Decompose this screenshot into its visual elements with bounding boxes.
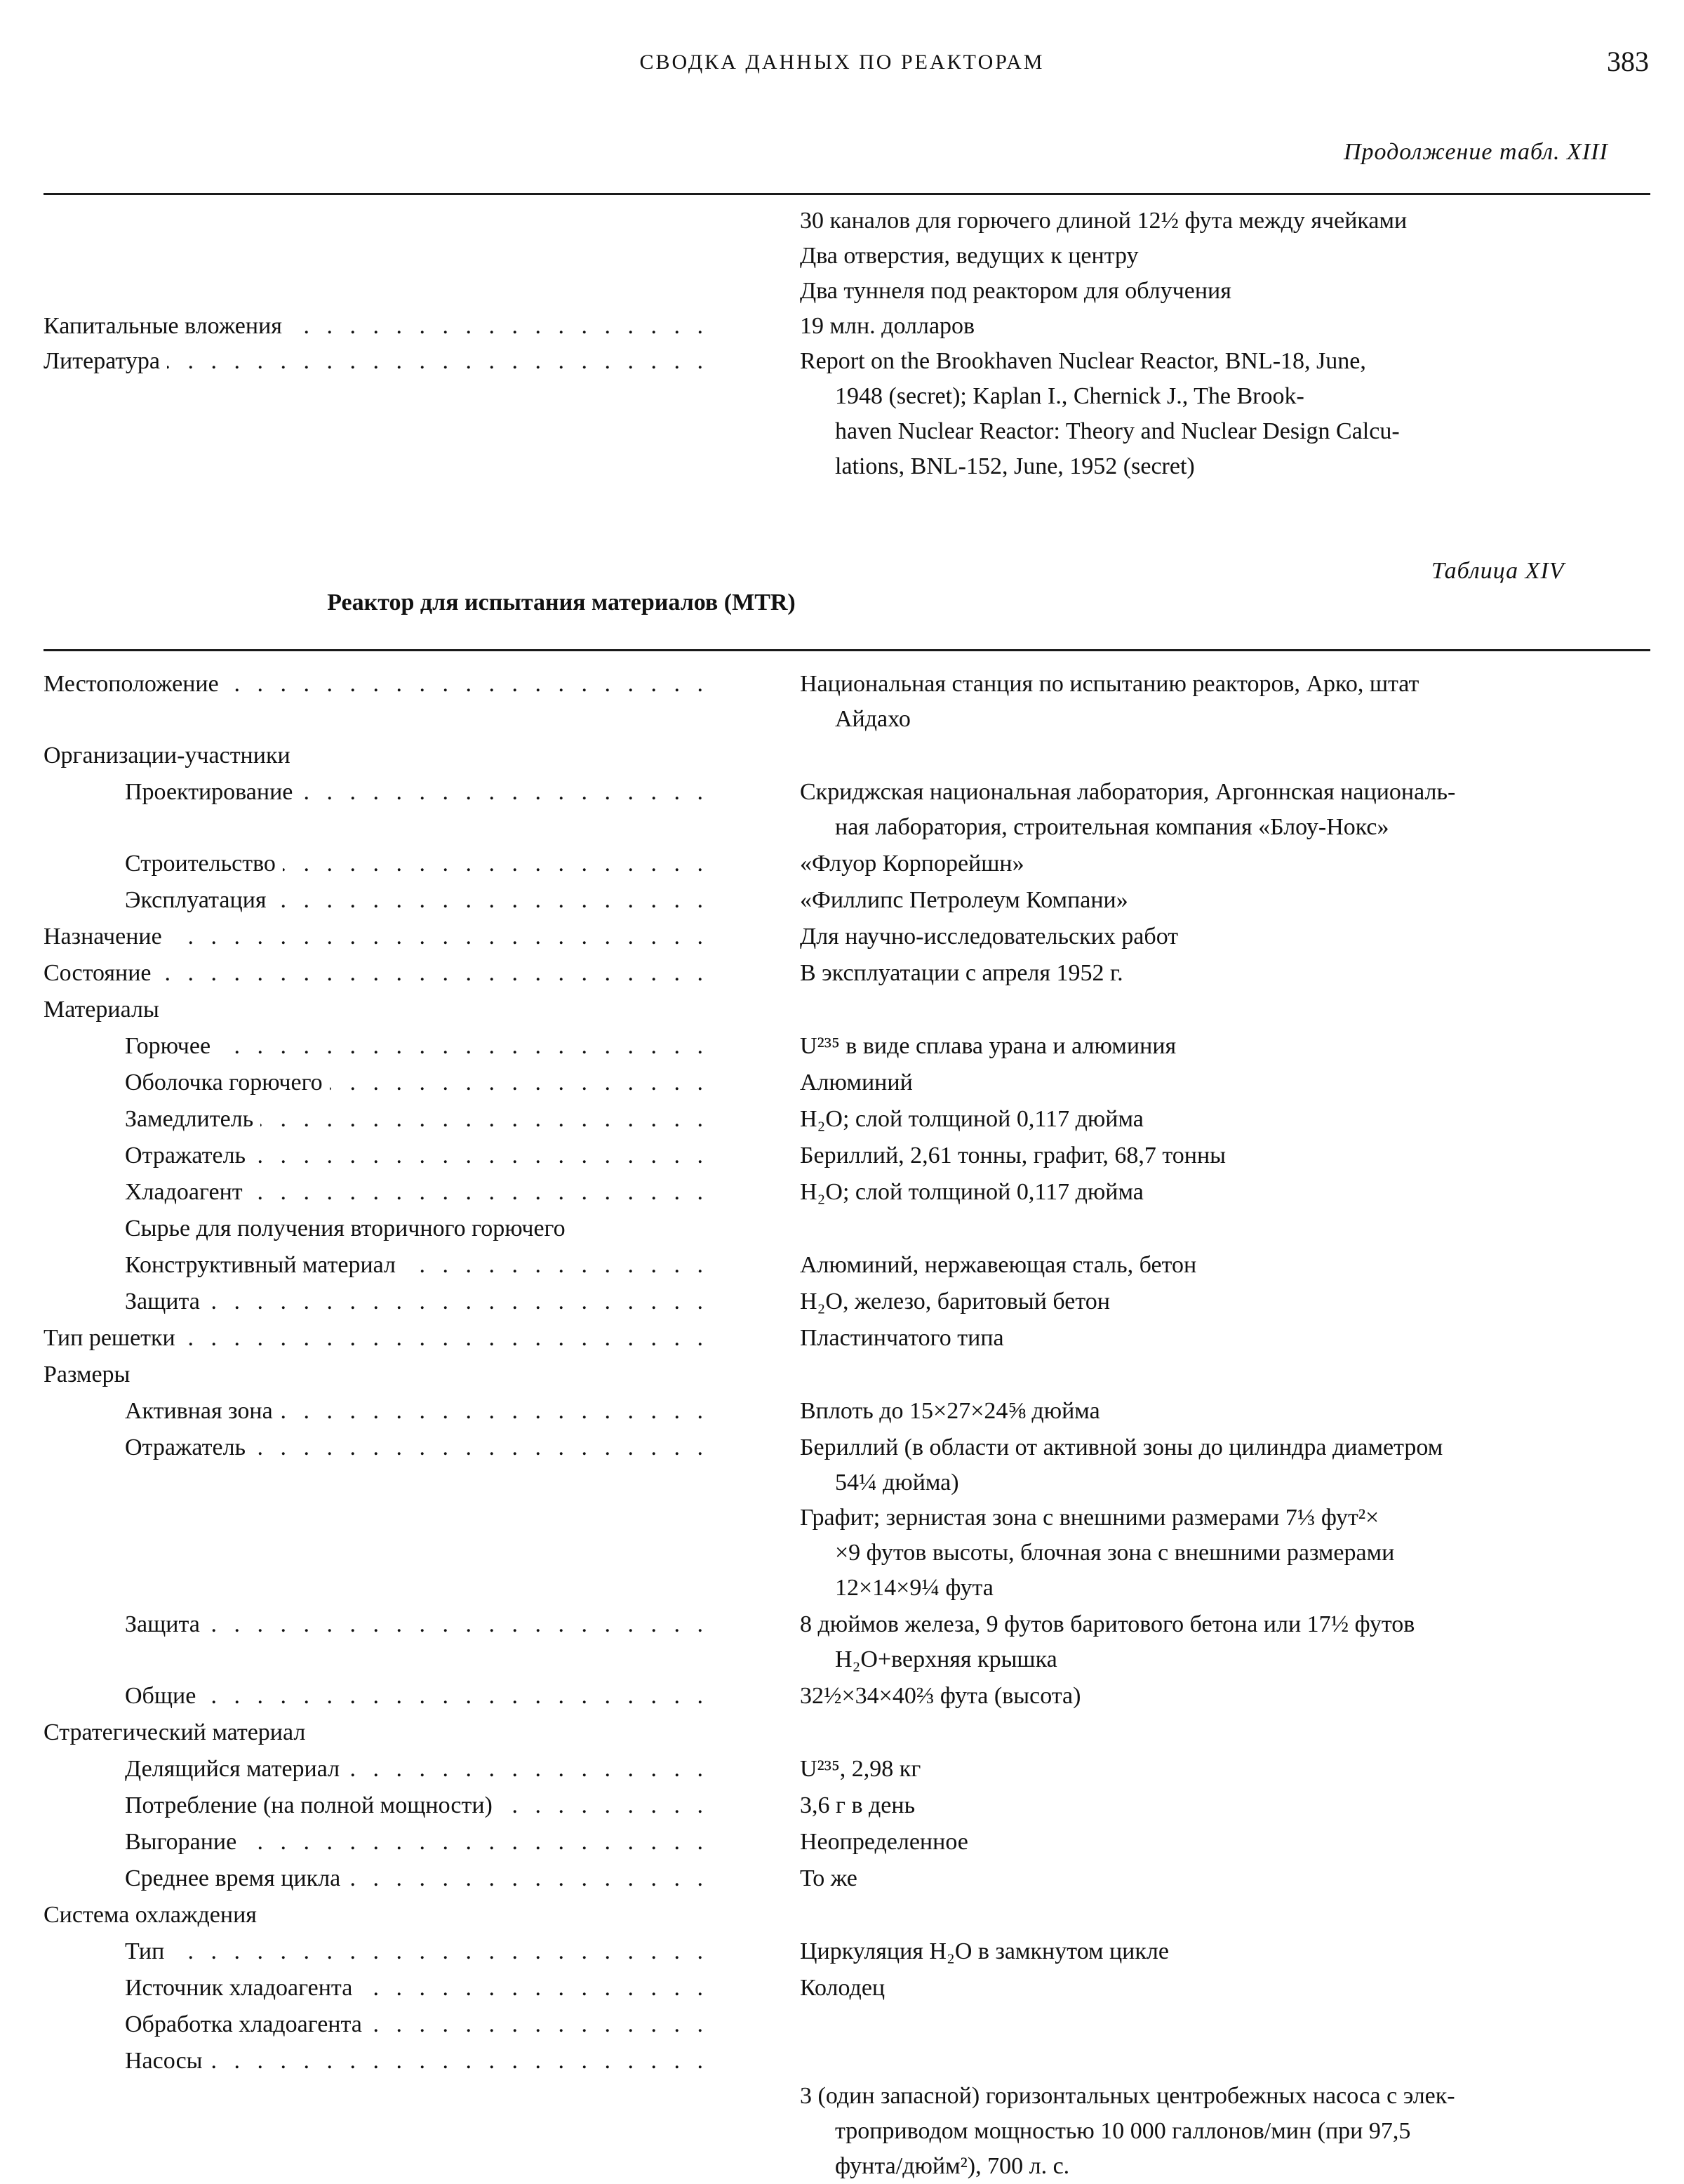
row-label: Среднее время цикла . . . [125,1861,709,1896]
row-label: Эксплуатация . . . [125,883,709,918]
row-value: 3,6 г в день [800,1792,916,1818]
row-value: В эксплуатации с апреля 1952 г. [800,960,1123,986]
row-label: Насосы . . . [125,2044,709,2079]
row-value: Бериллий, 2,61 тонны, графит, 68,7 тонны [800,1143,1226,1168]
row-label: Защита . . . [125,1284,709,1319]
row-value: То же [800,1865,857,1891]
row-value: Алюминий, нержавеющая сталь, бетон [800,1252,1197,1278]
row-label: Состояние . . . [44,956,709,991]
row-value: Национальная станция по испытанию реакторов, Арко, штат Айдахо [800,671,1419,732]
row-label: Отражатель . . . [125,1138,709,1173]
row-value: Алюминий [800,1070,913,1096]
row-label: Размеры [44,1357,709,1392]
row-value: 30 каналов для горючего длиной 12½ фута между ячейками [800,208,1408,234]
row-value: Неопределенное [800,1829,968,1855]
row-label: Общие . . . [125,1679,709,1714]
row-label: Делящийся материал . . . [125,1752,709,1787]
row-value: Вплоть до 15×27×24⅝ дюйма [800,1398,1100,1424]
row-label: Материалы [44,992,709,1027]
page-number: 383 [1607,46,1649,77]
table-top-rule [44,193,1650,195]
running-head: СВОДКА ДАННЫХ ПО РЕАКТОРАМ [639,51,1045,74]
row-value: H₂O; слой толщиной 0,117 дюйма [800,1106,1144,1132]
row-label: Активная зона . . . [125,1394,709,1429]
row-label: Строительство . . . [125,846,709,881]
row-label: Стратегический материал [44,1715,709,1750]
row-label: Проектирование . . . [125,775,709,810]
row-value: Два туннеля под реактором для облучения [800,278,1231,304]
row-label: Организации-участники [44,738,709,773]
row-value: H₂O; слой толщиной 0,117 дюйма [800,1179,1144,1205]
row-value: Для научно-исследовательских работ [800,924,1179,950]
row-label: Конструктивный материал . . . [125,1248,709,1283]
row-value: 32½×34×40⅔ фута (высота) [800,1683,1081,1709]
row-label: Обработка хладоагента . . . [125,2007,709,2042]
row-label: Назначение . . . [44,919,709,954]
row-value: Циркуляция H₂O в замкнутом цикле [800,1938,1169,1964]
row-label: Тип . . . [125,1934,709,1969]
row-label: Защита . . . [125,1607,709,1642]
table-top-rule [44,649,1650,651]
row-label: Сырье для получения вторичного горючего [125,1211,709,1246]
row-value: 3 (один запасной) горизонтальных центробежных насоса с элек- троприводом мощностью 10 000 галлонов/мин (при 97,5 фунта/дюйм²), 700 л. с. [800,2083,1455,2179]
row-label: Замедлитель . . . [125,1102,709,1137]
row-label: Потребление (на полной мощности) . . . [125,1788,709,1823]
row-label: Местоположение . . . [44,667,709,702]
row-label: Источник хладоагента . . . [125,1971,709,2006]
row-value: «Филлипс Петролеум Компани» [800,887,1128,913]
row-label: Отражатель . . . [125,1430,709,1465]
row-value: Пластинчатого типа [800,1325,1004,1351]
row-value: Колодец [800,1975,886,2001]
table-title: Реактор для испытания материалов (MTR) [327,590,796,615]
row-value: Скриджская национальная лаборатория, Аргоннская националь- ная лаборатория, строительная компания «Блоу-Нокс» [800,779,1456,840]
row-value: Два отверстия, ведущих к центру [800,243,1139,269]
row-label: Горючее . . . [125,1029,709,1064]
row-label: Система охлаждения [44,1898,709,1933]
row-value: Report on the Brookhaven Nuclear Reactor, BNL-18, June, 1948 (secret); Kaplan I., Chernick J., The Brook- haven Nuclear Reactor: Theory and Nuclear Design Calcu- lations, BNL-152, June, 1952 (secret) [800,348,1400,479]
row-value: U²³⁵ в виде сплава урана и алюминия [800,1033,1177,1059]
row-label: Литература . . . [44,344,709,379]
row-label: Оболочка горючего . . . [125,1065,709,1100]
table-number-label: Таблица XIV [1431,558,1565,584]
row-value: 19 млн. долларов [800,313,975,339]
row-label: Хладоагент . . . [125,1175,709,1210]
row-value: «Флуор Корпорейшн» [800,851,1024,877]
row-value: 8 дюймов железа, 9 футов баритового бетона или 17½ футов H₂O+верхняя крышка [800,1611,1415,1672]
row-label: Выгорание . . . [125,1825,709,1860]
continuation-label: Продолжение табл. XIII [1344,139,1608,165]
row-value: U²³⁵, 2,98 кг [800,1756,921,1782]
row-value: H₂O, железо, баритовый бетон [800,1289,1110,1314]
row-label: Капитальные вложения . . . [44,309,709,344]
row-value: Бериллий (в области от активной зоны до цилиндра диаметром 54¼ дюйма) Графит; зернистая зона с внешними размерами 7⅓ фут²× ×9 футов высоты, блочная зона с внешними размерами 12×14×9¼ фута [800,1434,1443,1601]
row-label: Тип решетки . . . [44,1321,709,1356]
